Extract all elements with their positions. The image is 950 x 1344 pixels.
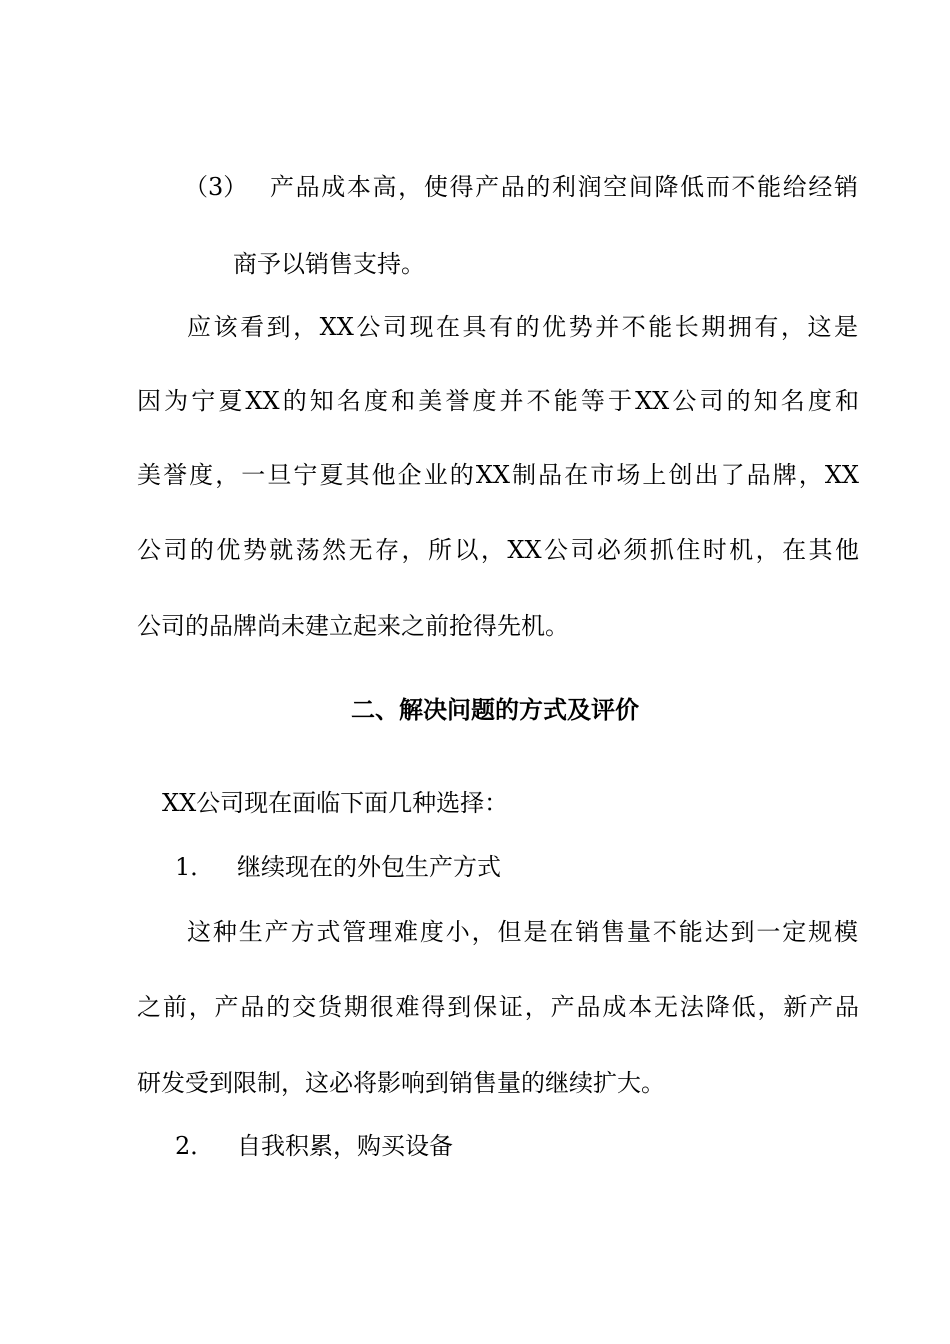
intro-text: XX公司现在面临下面几种选择： <box>162 789 509 817</box>
item3-text-line1: 产品成本高，使得产品的利润空间降低而不能给经销 <box>270 173 858 201</box>
option-2-marker: 2． <box>175 1132 215 1160</box>
list-marker-3: （3） <box>184 173 248 201</box>
paragraph-2-line-3: 研发受到限制，这必将影响到销售量的继续扩大。 <box>137 1069 665 1097</box>
paragraph-1-line-2: 因为宁夏XX的知名度和美誉度并不能等于XX公司的知名度和 <box>137 387 859 415</box>
paragraph-2-line-2: 之前，产品的交货期很难得到保证，产品成本无法降低，新产品 <box>137 993 859 1021</box>
section-heading: 二、解决问题的方式及评价 <box>351 696 639 724</box>
paragraph-2-line-1: 这种生产方式管理难度小，但是在销售量不能达到一定规模 <box>187 918 858 946</box>
option-2-title: 自我积累，购买设备 <box>237 1132 453 1160</box>
option-1-title: 继续现在的外包生产方式 <box>237 853 501 881</box>
paragraph-1-line-5: 公司的品牌尚未建立起来之前抢得先机。 <box>137 612 569 640</box>
option-1-marker: 1． <box>175 853 215 881</box>
paragraph-1-line-4: 公司的优势就荡然无存，所以，XX公司必须抓住时机，在其他 <box>137 536 859 564</box>
paragraph-1-line-3: 美誉度，一旦宁夏其他企业的XX制品在市场上创出了品牌，XX <box>137 461 859 489</box>
paragraph-1-line-1: 应该看到，XX公司现在具有的优势并不能长期拥有，这是 <box>187 313 858 341</box>
item3-text-line2: 商予以销售支持。 <box>233 250 425 278</box>
